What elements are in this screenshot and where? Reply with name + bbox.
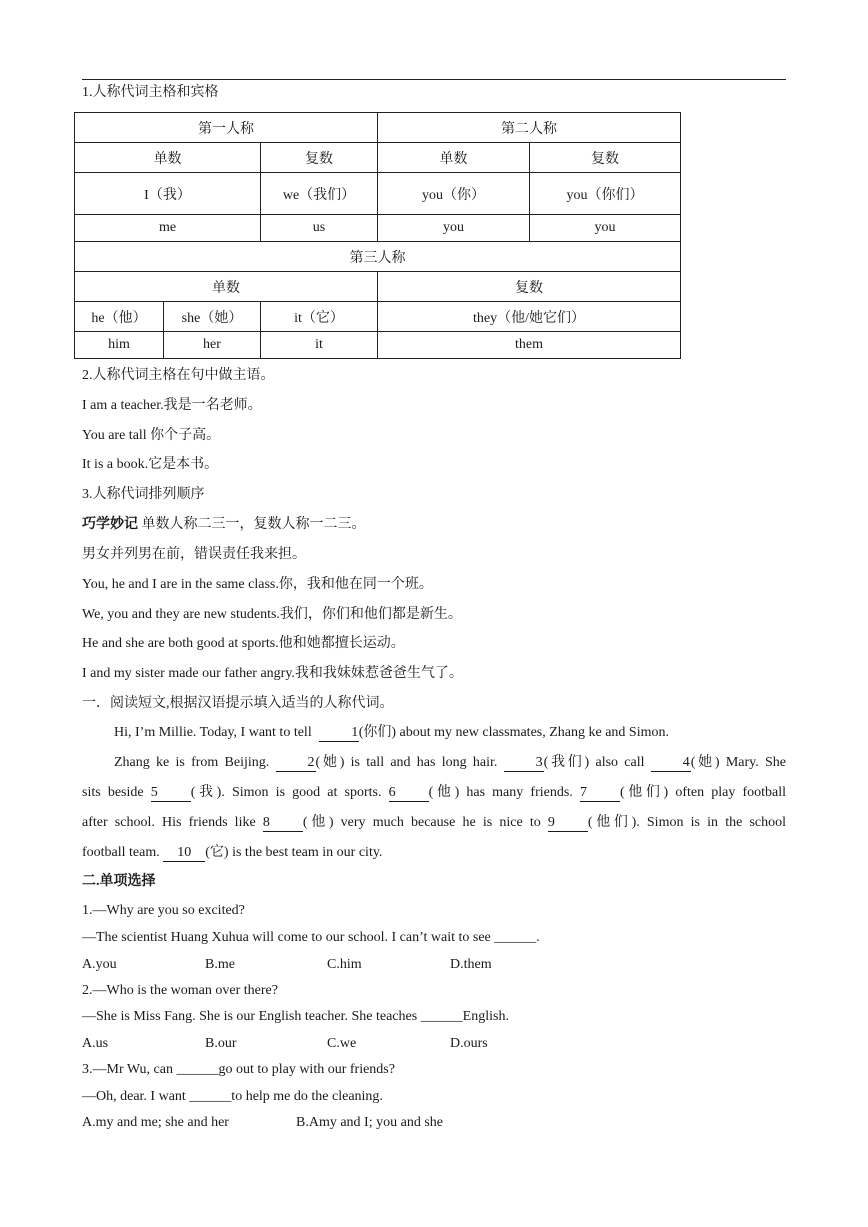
blank-9[interactable]: 9 bbox=[548, 815, 588, 832]
table-cell: she（她） bbox=[164, 302, 261, 332]
table-cell: we（我们） bbox=[261, 173, 378, 215]
second-person-header: 第二人称 bbox=[378, 113, 681, 143]
example-line: I and my sister made our father angry.我和我妹妹惹爸爸生气了。 bbox=[82, 666, 463, 681]
plural-header: 复数 bbox=[261, 143, 378, 173]
option-c[interactable]: C.him bbox=[327, 957, 362, 972]
plural-header: 复数 bbox=[530, 143, 681, 173]
example-line: We, you and they are new students.我们，你们和他们都是新生。 bbox=[82, 607, 462, 622]
header-rule bbox=[82, 79, 786, 80]
passage-line: sits beside 5 (我). Simon is good at sports. 6 (他) has many friends. 7 (他们) often play football bbox=[82, 785, 787, 800]
third-person-header: 第三人称 bbox=[75, 242, 681, 272]
singular-header: 单数 bbox=[75, 272, 378, 302]
tip-line: 男女并列男在前，错误责任我来担。 bbox=[82, 547, 306, 562]
blank-4[interactable]: 4 bbox=[651, 755, 691, 772]
singular-header: 单数 bbox=[75, 143, 261, 173]
answer-line-2: —She is Miss Fang. She is our English teacher. She teaches ______English. bbox=[82, 1009, 509, 1024]
blank-10[interactable]: 10 bbox=[163, 845, 205, 862]
table-cell: him bbox=[75, 332, 164, 359]
table-cell: you bbox=[530, 215, 681, 242]
first-person-header: 第一人称 bbox=[75, 113, 378, 143]
example-line: He and she are both good at sports.他和她都擅长运动。 bbox=[82, 636, 405, 651]
answer-line-1: —The scientist Huang Xuhua will come to our school. I can’t wait to see ______. bbox=[82, 930, 540, 945]
table-cell: them bbox=[378, 332, 681, 359]
blank-8[interactable]: 8 bbox=[263, 815, 303, 832]
pronoun-table bbox=[74, 112, 681, 359]
example-line: You are tall 你个子高。 bbox=[82, 428, 221, 443]
table-cell: he（他） bbox=[75, 302, 164, 332]
table-cell: me bbox=[75, 215, 261, 242]
plural-header: 复数 bbox=[378, 272, 681, 302]
table-cell: her bbox=[164, 332, 261, 359]
table-cell: they（他/她它们） bbox=[378, 302, 681, 332]
table-cell: it（它） bbox=[261, 302, 378, 332]
blank-3[interactable]: 3 bbox=[504, 755, 544, 772]
option-c[interactable]: C.we bbox=[327, 1036, 357, 1051]
section3-title: 3.人称代词排列顺序 bbox=[82, 487, 205, 502]
table-cell: you bbox=[378, 215, 530, 242]
option-d[interactable]: D.them bbox=[450, 957, 492, 972]
table-cell: you（你） bbox=[378, 173, 530, 215]
passage-line: football team. 10 (它) is the best team in our city. bbox=[82, 845, 383, 860]
option-a[interactable]: A.us bbox=[82, 1036, 109, 1051]
option-d[interactable]: D.ours bbox=[450, 1036, 488, 1051]
example-line: It is a book.它是本书。 bbox=[82, 457, 219, 472]
exercise1-title: 一．阅读短文,根据汉语提示填入适当的人称代词。 bbox=[82, 696, 394, 711]
answer-line-3: —Oh, dear. I want ______to help me do the cleaning. bbox=[82, 1089, 383, 1104]
singular-header: 单数 bbox=[378, 143, 530, 173]
option-b[interactable]: B.our bbox=[205, 1036, 237, 1051]
table-cell: it bbox=[261, 332, 378, 359]
option-a[interactable]: A.my and me; she and her bbox=[82, 1115, 229, 1130]
blank-5[interactable]: 5 bbox=[151, 785, 191, 802]
option-a[interactable]: A.you bbox=[82, 957, 117, 972]
example-line: I am a teacher.我是一名老师。 bbox=[82, 398, 262, 413]
table-cell: I（我） bbox=[75, 173, 261, 215]
tip-label: 巧学妙记 bbox=[82, 517, 138, 532]
tip-text: 单数人称二三一，复数人称一二三。 bbox=[141, 517, 366, 532]
passage-line: Zhang ke is from Beijing. 2(她) is tall and has long hair. 3(我们) also call 4(她) Mary. She bbox=[114, 755, 787, 770]
exercise2-title: 二.单项选择 bbox=[82, 874, 156, 889]
option-b[interactable]: B.me bbox=[205, 957, 235, 972]
passage-line: Hi, I’m Millie. Today, I want to tell 1(你们) about my new classmates, Zhang ke and Simon. bbox=[114, 725, 669, 740]
blank-7[interactable]: 7 bbox=[580, 785, 620, 802]
blank-2[interactable]: 2 bbox=[276, 755, 316, 772]
blank-6[interactable]: 6 bbox=[389, 785, 429, 802]
section1-title: 1.人称代词主格和宾格 bbox=[82, 85, 219, 100]
question-3: 3.—Mr Wu, can ______go out to play with our friends? bbox=[82, 1062, 395, 1077]
table-cell: you（你们） bbox=[530, 173, 681, 215]
memory-tip bbox=[82, 515, 366, 535]
table-cell: us bbox=[261, 215, 378, 242]
question-1: 1.—Why are you so excited? bbox=[82, 903, 245, 918]
option-b[interactable]: B.Amy and I; you and she bbox=[296, 1115, 443, 1130]
section2-title: 2.人称代词主格在句中做主语。 bbox=[82, 368, 275, 383]
question-2: 2.—Who is the woman over there? bbox=[82, 983, 278, 998]
passage-line: after school. His friends like 8 (他) very much because he is nice to 9 (他们). Simon is in the school bbox=[82, 815, 787, 830]
blank-1[interactable]: 1 bbox=[319, 725, 359, 742]
example-line: You, he and I are in the same class.你，我和他在同一个班。 bbox=[82, 577, 433, 592]
